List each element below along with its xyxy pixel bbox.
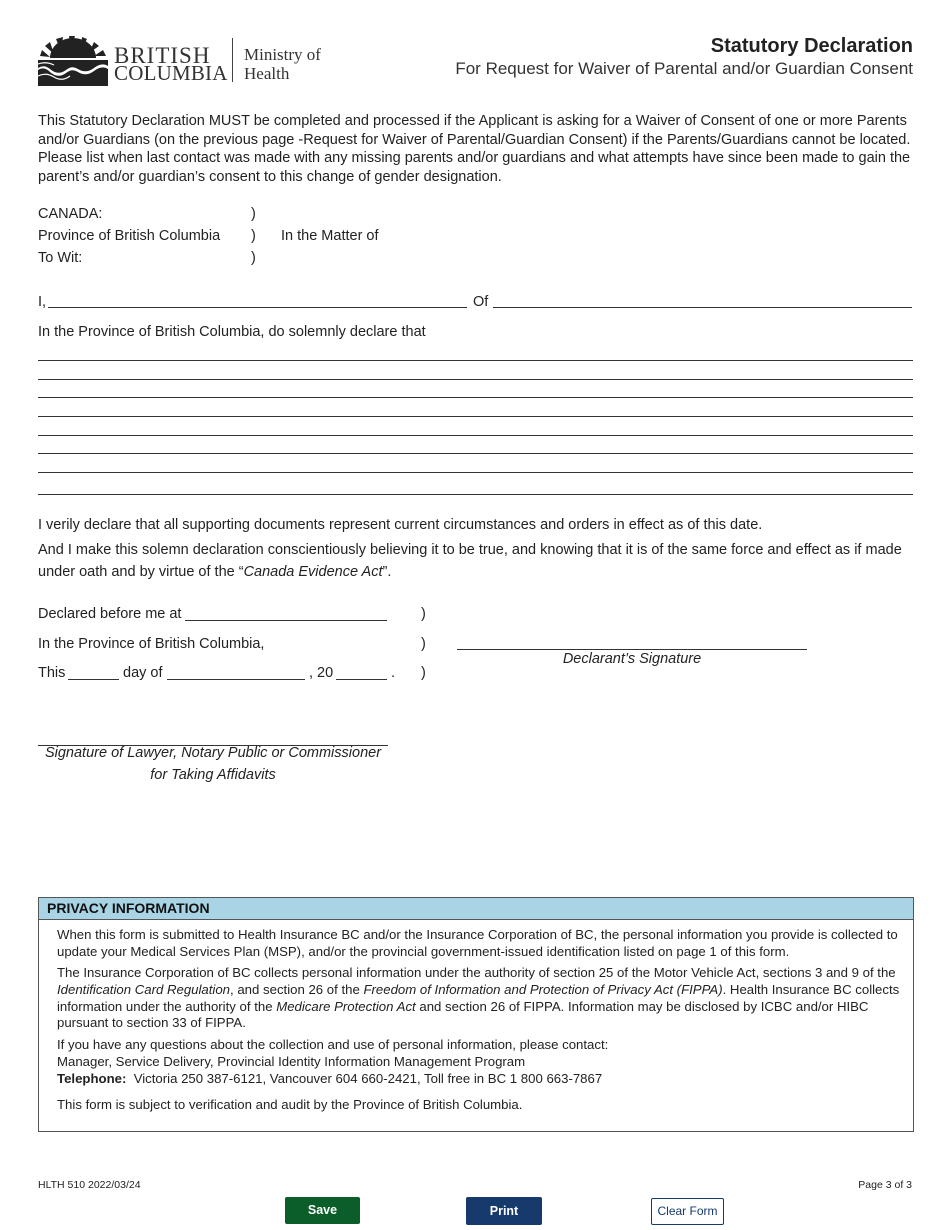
bc-sun-logo-icon	[36, 36, 110, 86]
intro-paragraph: This Statutory Declaration MUST be completed and processed if the Applicant is asking for a Waiver of Consent of one or more Parents and/or Guardians (on the previous page -Request for Waiver of Parental/Guardian Consent) if the Parents/Guardians cannot be located. Please list when last contact was made with any missing parents and/or guardians and what attempts have since been made to gain the parent’s and/or guardian’s consent to this change of gender designation.	[38, 113, 911, 185]
privacy-p2-medicare-act: Medicare Protection Act	[276, 998, 416, 1014]
privacy-telephone	[57, 1071, 903, 1088]
declaration-line[interactable]	[38, 435, 913, 436]
privacy-contact-office: Manager, Service Delivery, Provincial Identity Information Management Program	[57, 1054, 526, 1069]
privacy-paragraph-1: When this form is submitted to Health Insurance BC and/or the Insurance Corporation of BC, the personal information you provide is collected to update your Medical Services Plan (MSP), and/or the provincial government-issued identification listed on page 1 of this form.	[57, 927, 898, 959]
telephone-value: Victoria 250 387-6121, Vancouver 604 660-2421, Toll free in BC 1 800 663-7867	[133, 1071, 603, 1086]
declarant-signature-label: Declarant’s Signature	[562, 651, 702, 667]
privacy-p2-text-c: , and section 26 of the	[230, 981, 364, 997]
page-number: Page 3 of 3	[858, 1179, 912, 1191]
privacy-header	[39, 898, 913, 920]
privacy-contact-intro: If you have any questions about the collection and use of personal information, please contact:	[57, 1037, 609, 1052]
telephone-label: Telephone:	[57, 1071, 127, 1086]
jurisdiction-to-wit: To Wit:	[38, 250, 83, 266]
declaration-line[interactable]	[38, 360, 913, 361]
declare-text: In the Province of British Columbia, do solemnly declare that	[38, 324, 426, 340]
declarant-address-field[interactable]	[493, 307, 912, 308]
declaration-line[interactable]	[38, 472, 913, 473]
year-label: , 20	[309, 665, 334, 681]
declared-before-label: Declared before me at	[38, 606, 182, 622]
declared-province-label: In the Province of British Columbia,	[38, 636, 265, 652]
declared-location-field[interactable]	[185, 620, 387, 621]
solemn-declaration-statement	[38, 540, 914, 583]
declared-paren-1: )	[421, 606, 426, 622]
day-field[interactable]	[68, 679, 119, 680]
year-field[interactable]	[336, 679, 387, 680]
this-label: This	[38, 665, 66, 681]
page-subtitle: For Request for Waiver of Parental and/or Guardian Consent	[455, 59, 913, 78]
solemn-text-1: And I make this solemn declaration conscientiously believing it to be true, and knowing that it is of the same force and effect as if made under oath and by virtue of the “	[38, 542, 902, 580]
jurisdiction-canada: CANADA:	[38, 206, 103, 222]
print-button[interactable]: Print	[466, 1197, 542, 1225]
jurisdiction-paren-1: )	[251, 206, 256, 222]
logo-ministry-line1: Ministry of	[244, 45, 321, 64]
declared-paren-2: )	[421, 636, 426, 652]
declaration-line[interactable]	[38, 416, 913, 417]
declaration-line[interactable]	[38, 379, 913, 380]
privacy-p2-text-a: The Insurance Corporation of BC collects personal information under the authority of section 25 of the Motor Vehicle Act, sections 3 and 9 of the	[57, 965, 896, 980]
clear-form-button[interactable]: Clear Form	[651, 1198, 724, 1225]
logo-text-british: BRITISH	[114, 43, 211, 68]
privacy-title: PRIVACY INFORMATION	[47, 900, 210, 916]
form-id: HLTH 510 2022/03/24	[38, 1179, 141, 1191]
privacy-p2-text-g: and section 26 of FIPPA. Information may be disclosed by ICBC and/or HIBC pursuant to section 33 of FIPPA.	[57, 998, 869, 1031]
declaration-line[interactable]	[38, 453, 913, 454]
page-title: Statutory Declaration	[710, 35, 913, 57]
declarant-name-field[interactable]	[48, 307, 467, 308]
day-of-label: day of	[123, 665, 163, 681]
lawyer-signature-label-1: Signature of Lawyer, Notary Public or Commissioner	[44, 745, 382, 761]
privacy-information-box	[38, 897, 914, 1132]
logo-text-columbia: COLUMBIA	[114, 61, 228, 85]
declarant-signature-field[interactable]	[457, 649, 807, 650]
in-the-matter-of: In the Matter of	[281, 228, 379, 244]
month-field[interactable]	[167, 679, 305, 680]
i-label: I,	[38, 294, 47, 310]
lawyer-signature-label-2: for Taking Affidavits	[150, 767, 276, 783]
privacy-p2-id-card-regulation: Identification Card Regulation	[57, 981, 231, 997]
privacy-p2-text-e: . Health Insurance BC collects information under the authority of the	[57, 981, 900, 1014]
privacy-p2-fippa: Freedom of Information and Protection of Privacy Act (FIPPA)	[363, 981, 723, 997]
date-period: .	[391, 665, 396, 681]
declaration-line[interactable]	[38, 397, 913, 398]
jurisdiction-province: Province of British Columbia	[38, 228, 221, 244]
save-button[interactable]: Save	[285, 1197, 360, 1224]
privacy-paragraph-2	[57, 965, 903, 1032]
declared-paren-3: )	[421, 665, 426, 681]
privacy-verification-note: This form is subject to verification and audit by the Province of British Columbia.	[57, 1097, 523, 1112]
logo-ministry-line2: Health	[244, 64, 290, 83]
declaration-line[interactable]	[38, 494, 913, 495]
solemn-text-2: ”.	[382, 563, 392, 580]
logo-divider	[232, 38, 233, 82]
canada-evidence-act: Canada Evidence Act	[243, 563, 383, 580]
jurisdiction-paren-2: )	[251, 228, 256, 244]
of-label: Of	[473, 294, 489, 310]
verify-statement: I verily declare that all supporting documents represent current circumstances and orders in effect as of this date.	[38, 517, 763, 533]
jurisdiction-paren-3: )	[251, 250, 256, 266]
